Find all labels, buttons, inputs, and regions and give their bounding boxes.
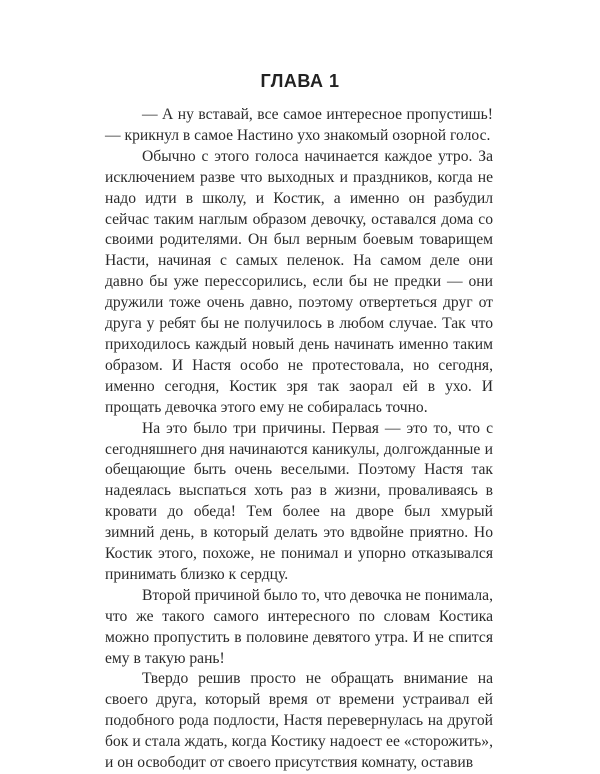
paragraph: На это было три причины. Первая — это то, что с сегодняшнего дня начинаются каникулы, долгожданные и обещающие быть очень веселыми. Поэтому Настя так надеялась выспаться хоть раз в жизни, проваливаясь в кровати до обеда! Тем более на дворе был хмурый зимний день, в который делать это вдвойне приятно. Но Костик этого, похоже, не понимал и упорно отказывался принимать близко к сердцу. (105, 419, 493, 583)
body-text (105, 105, 493, 774)
paragraph: Твердо решив просто не обращать внимание на своего друга, который время от времени устраивал ей подобного рода подлости, Настя перевернулась на другой бок и стала ждать, когда Костику надоест ее «сторожить», и он освободит от своего присутствия комнату, оставив (105, 670, 493, 772)
chapter-title: ГЛАВА 1 (260, 71, 340, 91)
paragraph: Обычно с этого голоса начинается каждое утро. За исключением разве что выходных и праздников, когда не надо идти в школу, и Костик, а именно он разбудил сейчас таким наглым образом девочку, оставался дома со своими родителями. Он был верным боевым товарищем Насти, начиная с самых пеленок. На самом деле они давно бы уже перессорились, если бы не предки — они дружили тоже очень давно, поэтому отвертеться друг от друга у ребят бы не получилось в любом случае. Так что приходилось каждый новый день начинать именно таким образом. И Настя особо не протестовала, но сегодня, именно сегодня, Костик зря так заорал ей в ухо. И прощать девочка этого ему не собиралась точно. (105, 147, 493, 416)
paragraph: — А ну вставай, все самое интересное пропустишь! — крикнул в самое Настино ухо знакомый озорной голос. (105, 106, 493, 144)
paragraph: Второй причиной было то, что девочка не понимала, что же такого самого интересного по словам Костика можно пропустить в половине девятого утра. И не спится ему в такую рань! (105, 586, 493, 667)
